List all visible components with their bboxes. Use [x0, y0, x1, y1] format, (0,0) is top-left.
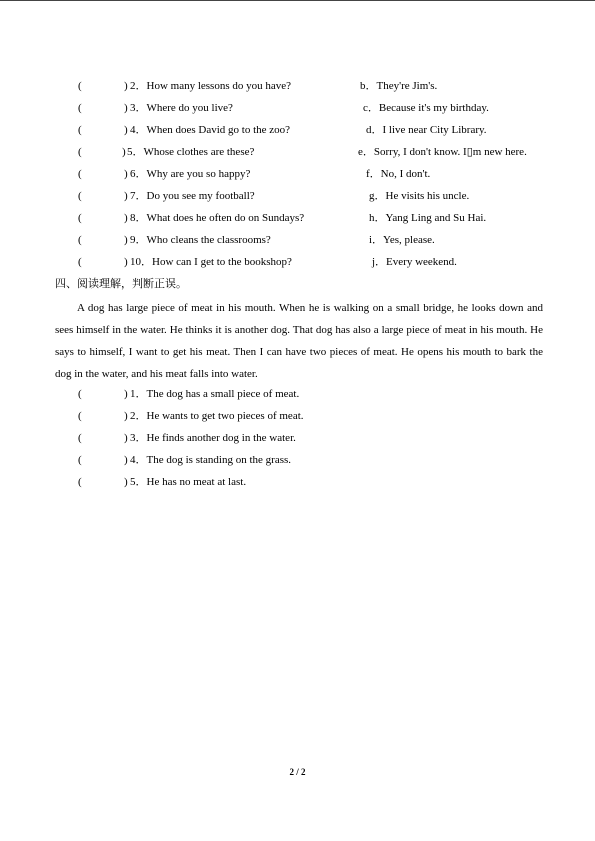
- statement: 3．He finds another dog in the water.: [130, 432, 296, 444]
- answer-option: e．Sorry, I don't know. I▯m new here.: [358, 146, 527, 158]
- answer-blank-open[interactable]: (: [78, 432, 82, 444]
- answer-blank-open[interactable]: (: [78, 476, 82, 488]
- answer-blank-close: ): [124, 102, 128, 114]
- question: 4．When does David go to the zoo?: [130, 124, 291, 136]
- answer-blank-close: ): [122, 146, 126, 158]
- answer-blank-open[interactable]: (: [78, 146, 82, 158]
- statement: 2．He wants to get two pieces of meat.: [130, 410, 304, 422]
- reading-passage: [55, 297, 543, 385]
- question: 9．Who cleans the classrooms?: [130, 234, 271, 246]
- answer-blank-close: ): [124, 190, 128, 202]
- answer-blank-open[interactable]: (: [78, 256, 82, 268]
- section-heading: 四、阅读理解，判断正误。: [55, 277, 187, 290]
- answer-option: d．I live near City Library.: [366, 124, 487, 136]
- answer-blank-close: ): [124, 234, 128, 246]
- answer-blank-open[interactable]: (: [78, 410, 82, 422]
- answer-option: j．Every weekend.: [372, 256, 457, 268]
- answer-blank-close: ): [124, 454, 128, 466]
- answer-blank-close: ): [124, 476, 128, 488]
- question: 2．How many lessons do you have?: [130, 80, 292, 92]
- answer-blank-open[interactable]: (: [78, 124, 82, 136]
- answer-blank-open[interactable]: (: [78, 234, 82, 246]
- answer-blank-close: ): [124, 80, 128, 92]
- answer-blank-close: ): [124, 432, 128, 444]
- passage-text: A dog has large piece of meat in his mouth. When he is walking on a small bridge, he looks down and sees himself in the water. He thinks it is another dog. That dog has also a large piece of meat in his mouth. He says to himself, I want to get his meat. Then I can have two pieces of meat. He opens his mouth to bark the dog in the water, and his meat falls into water.: [55, 302, 543, 380]
- answer-blank-open[interactable]: (: [78, 212, 82, 224]
- answer-option: g．He visits his uncle.: [369, 190, 470, 202]
- answer-option: h．Yang Ling and Su Hai.: [369, 212, 487, 224]
- answer-blank-open[interactable]: (: [78, 454, 82, 466]
- answer-blank-open[interactable]: (: [78, 388, 82, 400]
- answer-blank-open[interactable]: (: [78, 80, 82, 92]
- question: 3．Where do you live?: [130, 102, 233, 114]
- page-number: 2 / 2: [289, 767, 306, 777]
- statement: 4．The dog is standing on the grass.: [130, 454, 292, 466]
- answer-blank-open[interactable]: (: [78, 102, 82, 114]
- statement: 1．The dog has a small piece of meat.: [130, 388, 300, 400]
- answer-option: f．No, I don't.: [366, 168, 431, 180]
- answer-option: i．Yes, please.: [369, 234, 435, 246]
- answer-blank-close: ): [124, 168, 128, 180]
- answer-option: b．They're Jim's.: [360, 80, 438, 92]
- statement: 5．He has no meat at last.: [130, 476, 247, 488]
- question: 6．Why are you so happy?: [130, 168, 251, 180]
- answer-blank-close: ): [124, 388, 128, 400]
- answer-option: c．Because it's my birthday.: [363, 102, 489, 114]
- answer-blank-close: ): [124, 212, 128, 224]
- question: 8．What does he often do on Sundays?: [130, 212, 305, 224]
- answer-blank-close: ): [124, 124, 128, 136]
- top-border-line: [0, 0, 595, 1]
- question: 10．How can I get to the bookshop?: [130, 256, 292, 268]
- answer-blank-open[interactable]: (: [78, 190, 82, 202]
- question: 7．Do you see my football?: [130, 190, 255, 202]
- answer-blank-close: ): [124, 256, 128, 268]
- question: 5．Whose clothes are these?: [127, 146, 255, 158]
- answer-blank-open[interactable]: (: [78, 168, 82, 180]
- answer-blank-close: ): [124, 410, 128, 422]
